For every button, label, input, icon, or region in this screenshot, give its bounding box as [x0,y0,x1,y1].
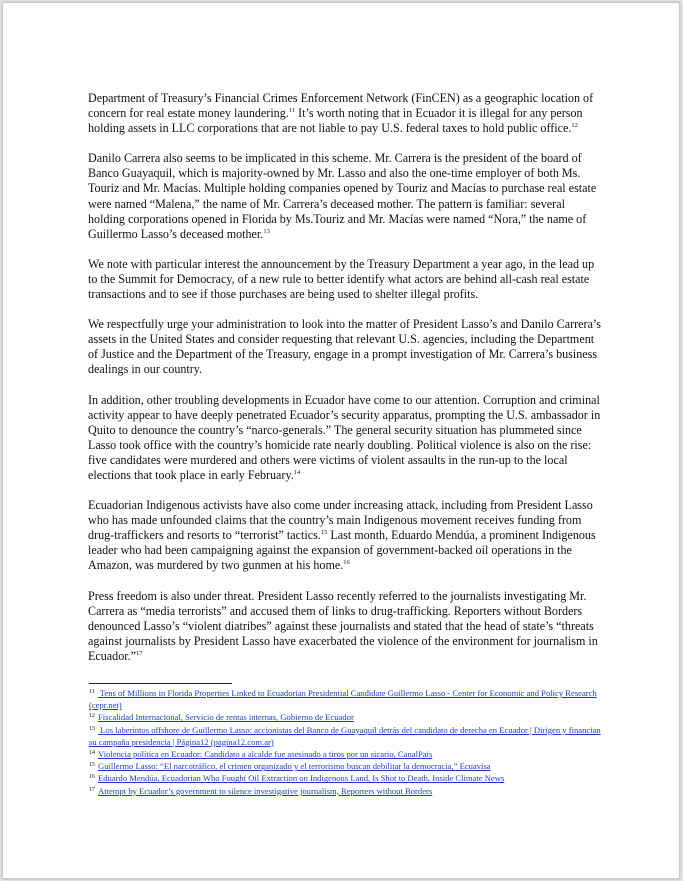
paragraph-text: Danilo Carrera also seems to be implicated in this scheme. Mr. Carrera is the president of the board of Banco Guayaquil, which is majority-owned by Mr. Lasso and also the one-time employer of both Ms. Touriz and Mr. Macías. Multiple holding companies opened by Touriz and Macías to purchase real estate were named “Malena,” the name of Mr. Carrera’s deceased mother. The pattern is familiar: several holding corporations opened in Florida by Ms.Touriz and Mr. Macías were named “Nora,” the name of Guillermo Lasso’s deceased mother. [88,151,597,241]
paragraph [88,317,603,377]
footnote-ref: 14 [293,468,301,476]
footnote [89,760,604,772]
paragraph-text: Last month, Eduardo Mendúa, a prominent Indigenous leader who had been campaigning against the expansion of government-backed oil operations in the Amazon, was murdered by two gunmen at his home. [88,528,596,573]
letter-body [88,91,603,679]
footnote-link[interactable]: Violencia política en Ecuador: Candidato a alcalde fue asesinado a tiros por un sicario, CanalPais [98,749,433,760]
paragraph-text: Department of Treasury’s Financial Crimes Enforcement Network (FinCEN) as a geographic location of concern for real estate money laundering. [88,91,594,121]
paragraph-text: We respectfully urge your administration to look into the matter of President Lasso’s and Danilo Carrera’s assets in the United States and consider requesting that relevant U.S. agencies, including the Department of Justice and the Department of the Treasury, engage in a prompt investigation of Mr. Carrera’s business dealings in our country. [88,317,601,377]
paragraph-text: Ecuadorian Indigenous activists have also come under increasing attack, including from President Lasso who has made unfounded claims that the country’s main Indigenous movement receives funding from drug-traffickers and resorts to “terrorist” tactics. [88,498,593,543]
footnote-number: 15 [89,762,95,769]
paragraph [88,498,603,573]
document-page [2,2,680,879]
paragraph [88,91,603,136]
paragraph [88,151,603,242]
footnote-number: 12 [89,713,95,720]
footnote-number: 11 [89,689,95,695]
footnote-ref: 12 [571,122,578,130]
footnote-number: 14 [89,750,95,757]
footnote [89,724,604,748]
footnote-ref: 11 [288,107,296,115]
footnote [89,772,604,784]
footnote-link[interactable]: Guillermo Lasso: “El narcotráfico, el crimen organizado y el terrorismo buscan debilitar la democracia,” Ecuavisa [98,761,491,772]
paragraph [88,393,603,484]
footnote-ref: 15 [320,529,328,537]
footnote-link[interactable]: Los laberintos offshore de Guillermo Lasso: accionistas del Banco de Guayaquil detrás del candidato de derecha en Ecuador | Dirigen y financian su campaña presidencia | Página12 (pagina12.com.ar) [89,724,601,747]
footnote-link[interactable]: Tens of Millions in Florida Properties Linked to Ecuadorian Presidential Candidate Guillermo Lasso - Center for Economic and Policy Research (cepr.net) [89,688,597,711]
paragraph-text: It’s worth noting that in Ecuador it is illegal for any person holding assets in LLC corporations that are not liable to pay U.S. federal taxes to hold public office. [88,106,583,136]
footnote-link[interactable]: Fiscalidad Internacional, Servicio de rentas internas, Gobierno de Ecuador [98,712,354,723]
footnote-ref: 13 [263,227,270,235]
footnote-link[interactable]: Eduardo Mendúa, Ecuadorian Who Fought Oil Extraction on Indigenous Land, Is Shot to Death, Inside Climate News [98,773,505,784]
footnote [89,748,604,760]
footnote-link[interactable]: Attempt by Ecuador’s government to silence investigative journalism, Reporters without Borders [98,785,433,796]
footnote-ref: 16 [343,559,350,567]
paragraph [88,589,603,664]
footnote-ref: 17 [136,649,143,657]
footnote-number: 16 [89,774,95,781]
footnote [89,785,604,797]
paragraph-text: We note with particular interest the announcement by the Treasury Department a year ago, in the lead up to the Summit for Democracy, of a new rule to better identify what actors are behind all-cash real estate transactions and to see if those purchases are being used to shelter illegal profits. [88,256,595,302]
footnotes-list [89,687,604,797]
footnote-number: 13 [89,725,95,732]
footnote-separator [89,683,232,684]
paragraph-text: Press freedom is also under threat. President Lasso recently referred to the journalists investigating Mr. Carrera as “media terrorists” and accused them of links to drug-trafficking. Reporters without Borders denounced Lasso’s “violent diatribes” against these journalists and stated that the head of state’s “threats against journalists by President Lasso have exacerbated the violence of the environment for journalism in Ecuador.” [88,588,598,663]
footnote [89,711,604,723]
paragraph [88,257,603,302]
paragraph-text: In addition, other troubling developments in Ecuador have come to our attention. Corruption and criminal activity appear to have deeply penetrated Ecuador’s security apparatus, prompting the U.S. ambassador in Quito to denounce the country’s “narco-generals.” The general security situation has plummeted since Lasso took office with the country’s homicide rate nearly doubling. Political violence is also on the rise: five candidates were murdered and others were victims of violent assaults in the run-up to the local elections that took place in early February. [88,392,601,482]
footnote [89,687,604,711]
footnote-number: 17 [89,786,95,793]
